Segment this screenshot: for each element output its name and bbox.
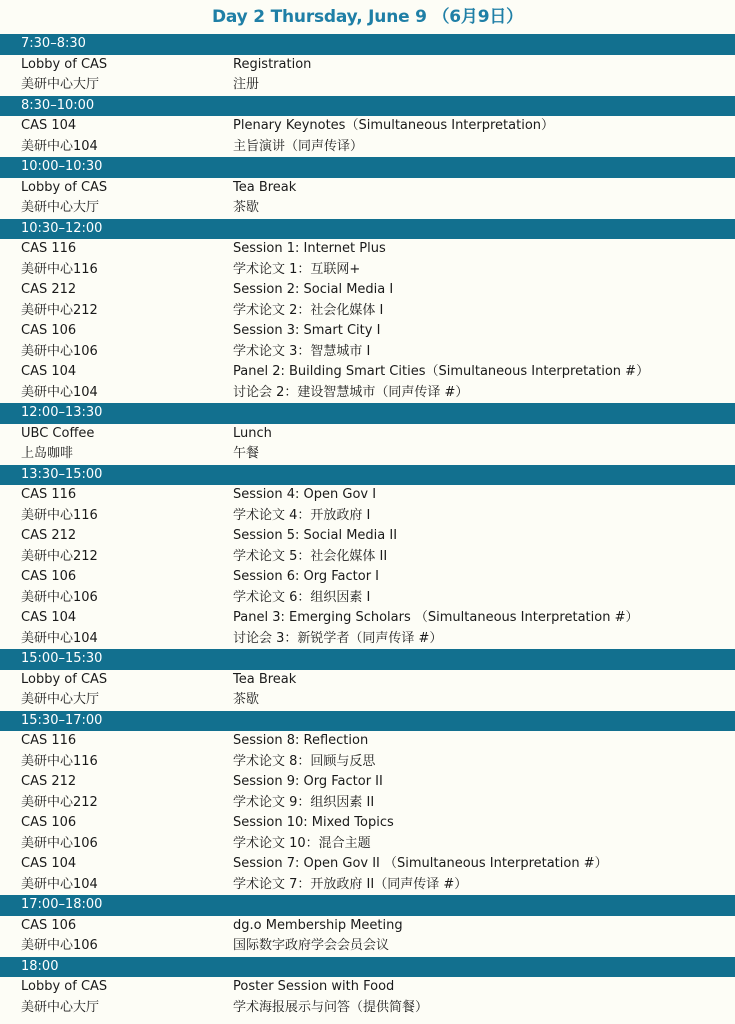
schedule-row xyxy=(0,137,735,158)
activity-label: Tea Break xyxy=(233,179,297,195)
location-label: CAS 104 xyxy=(21,856,77,871)
time-slot-header: 12:00–13:30 xyxy=(0,403,735,424)
activity-label: Lunch xyxy=(233,425,272,441)
schedule-row xyxy=(0,977,735,998)
activity-label: Session 9: Org Factor II xyxy=(233,774,383,789)
activity-label: 注册 xyxy=(233,77,260,92)
schedule-row xyxy=(0,588,735,609)
schedule-row xyxy=(0,239,735,260)
activity-label: 茶歇 xyxy=(233,692,260,707)
schedule-row xyxy=(0,55,735,76)
schedule-row xyxy=(0,772,735,793)
schedule-row xyxy=(0,875,735,896)
activity-label: 学术论文 7：开放政府 II（同声传译 #） xyxy=(233,876,468,892)
location-label: 美研中心大厅 xyxy=(21,77,100,92)
location-label: CAS 106 xyxy=(21,323,77,338)
schedule-row xyxy=(0,567,735,588)
location-label: Lobby of CAS xyxy=(21,671,108,687)
schedule-row xyxy=(0,608,735,629)
activity-label: Tea Break xyxy=(233,671,297,687)
location-label: 美研中心104 xyxy=(21,876,98,892)
location-label: 美研中心212 xyxy=(21,302,98,318)
schedule-row xyxy=(0,506,735,527)
time-slot-header: 10:30–12:00 xyxy=(0,219,735,240)
time-slot-header: 13:30–15:00 xyxy=(0,465,735,486)
location-label: UBC Coffee xyxy=(21,425,95,441)
activity-label: Registration xyxy=(233,56,312,72)
location-label: CAS 106 xyxy=(21,917,77,933)
schedule-row xyxy=(0,362,735,383)
location-label: CAS 212 xyxy=(21,774,77,789)
location-label: 美研中心104 xyxy=(21,630,98,646)
schedule-row xyxy=(0,998,735,1019)
location-label: CAS 212 xyxy=(21,528,77,543)
schedule-row xyxy=(0,793,735,814)
schedule-row xyxy=(0,178,735,199)
activity-label: Session 10: Mixed Topics xyxy=(233,815,394,830)
location-label: CAS 106 xyxy=(21,569,77,584)
schedule-row xyxy=(0,834,735,855)
activity-label: dg.o Membership Meeting xyxy=(233,917,403,933)
activity-label: 主旨演讲（同声传译） xyxy=(233,138,364,154)
activity-label: 茶歇 xyxy=(233,200,260,215)
time-slot-header: 7:30–8:30 xyxy=(0,34,735,55)
location-label: 美研中心106 xyxy=(21,835,98,851)
schedule-row xyxy=(0,936,735,957)
activity-label: 午餐 xyxy=(233,446,260,461)
activity-label: Session 7: Open Gov II （Simultaneous Interpretation #） xyxy=(233,856,608,871)
location-label: 上岛咖啡 xyxy=(21,446,74,461)
time-slot-header: 17:00–18:00 xyxy=(0,895,735,916)
schedule-row xyxy=(0,731,735,752)
activity-label: Session 8: Reflection xyxy=(233,733,369,748)
schedule-row xyxy=(0,485,735,506)
activity-label: 学术论文 9：组织因素 II xyxy=(233,794,375,810)
activity-label: 学术论文 8：回顾与反思 xyxy=(233,753,376,769)
location-label: Lobby of CAS xyxy=(21,179,108,195)
time-slot-header: 18:00 xyxy=(0,957,735,978)
location-label: CAS 212 xyxy=(21,282,77,297)
schedule-row xyxy=(0,321,735,342)
page-title: Day 2 Thursday, June 9 （6月9日） xyxy=(212,7,523,27)
schedule-row xyxy=(0,444,735,465)
location-label: 美研中心104 xyxy=(21,384,98,400)
activity-label: 讨论会 3：新锐学者（同声传译 #） xyxy=(233,630,443,646)
time-slot-header: 10:00–10:30 xyxy=(0,157,735,178)
location-label: CAS 116 xyxy=(21,733,77,748)
location-label: CAS 104 xyxy=(21,610,77,625)
schedule-row xyxy=(0,383,735,404)
activity-label: Session 1: Internet Plus xyxy=(233,241,386,256)
location-label: 美研中心106 xyxy=(21,589,98,605)
location-label: CAS 106 xyxy=(21,815,77,830)
location-label: 美研中心104 xyxy=(21,138,98,154)
schedule-row xyxy=(0,752,735,773)
schedule-row xyxy=(0,547,735,568)
activity-label: Session 6: Org Factor I xyxy=(233,569,380,584)
activity-label: Poster Session with Food xyxy=(233,979,395,994)
activity-label: Session 5: Social Media II xyxy=(233,528,398,543)
schedule-row xyxy=(0,198,735,219)
location-label: Lobby of CAS xyxy=(21,56,108,72)
location-label: 美研中心116 xyxy=(21,753,98,769)
location-label: 美研中心212 xyxy=(21,548,98,564)
schedule-row xyxy=(0,670,735,691)
location-label: CAS 104 xyxy=(21,364,77,379)
location-label: 美研中心大厅 xyxy=(21,200,100,215)
schedule-row xyxy=(0,690,735,711)
schedule-row xyxy=(0,342,735,363)
location-label: 美研中心大厅 xyxy=(21,692,100,707)
location-label: 美研中心212 xyxy=(21,794,98,810)
schedule-row xyxy=(0,424,735,445)
schedule-row xyxy=(0,260,735,281)
activity-label: 学术海报展示与问答（提供简餐） xyxy=(233,999,429,1015)
activity-label: 学术论文 4：开放政府 I xyxy=(233,507,371,523)
activity-label: 学术论文 2：社会化媒体 I xyxy=(233,302,384,318)
schedule-row xyxy=(0,301,735,322)
time-slot-header: 15:30–17:00 xyxy=(0,711,735,732)
activity-label: Session 3: Smart City I xyxy=(233,323,381,338)
schedule-row xyxy=(0,813,735,834)
location-label: 美研中心大厅 xyxy=(21,999,100,1015)
activity-label: 学术论文 6：组织因素 I xyxy=(233,589,371,605)
activity-label: 学术论文 5：社会化媒体 II xyxy=(233,548,388,564)
schedule-row xyxy=(0,75,735,96)
time-slot-header: 15:00–15:30 xyxy=(0,649,735,670)
schedule-row xyxy=(0,280,735,301)
schedule-row xyxy=(0,854,735,875)
location-label: 美研中心106 xyxy=(21,343,98,359)
location-label: 美研中心116 xyxy=(21,507,98,523)
activity-label: Plenary Keynotes（Simultaneous Interpretation） xyxy=(233,118,555,133)
schedule-row xyxy=(0,629,735,650)
schedule-row xyxy=(0,916,735,937)
activity-label: 学术论文 1：互联网+ xyxy=(233,261,361,277)
location-label: CAS 116 xyxy=(21,487,77,502)
schedule-row xyxy=(0,526,735,547)
activity-label: 讨论会 2：建设智慧城市（同声传译 #） xyxy=(233,384,469,400)
activity-label: 国际数字政府学会会员会议 xyxy=(233,938,390,953)
location-label: CAS 116 xyxy=(21,241,77,256)
activity-label: Session 2: Social Media I xyxy=(233,282,394,297)
location-label: 美研中心116 xyxy=(21,261,98,277)
schedule-table xyxy=(0,34,735,1018)
activity-label: Session 4: Open Gov I xyxy=(233,487,377,502)
activity-label: Panel 3: Emerging Scholars （Simultaneous Interpretation #） xyxy=(233,610,639,625)
location-label: Lobby of CAS xyxy=(21,979,108,994)
activity-label: 学术论文 3：智慧城市 I xyxy=(233,343,371,359)
activity-label: 学术论文 10：混合主题 xyxy=(233,835,371,851)
location-label: 美研中心106 xyxy=(21,938,98,953)
time-slot-header: 8:30–10:00 xyxy=(0,96,735,117)
location-label: CAS 104 xyxy=(21,118,77,133)
schedule-row xyxy=(0,116,735,137)
activity-label: Panel 2: Building Smart Cities（Simultaneous Interpretation #） xyxy=(233,364,650,379)
